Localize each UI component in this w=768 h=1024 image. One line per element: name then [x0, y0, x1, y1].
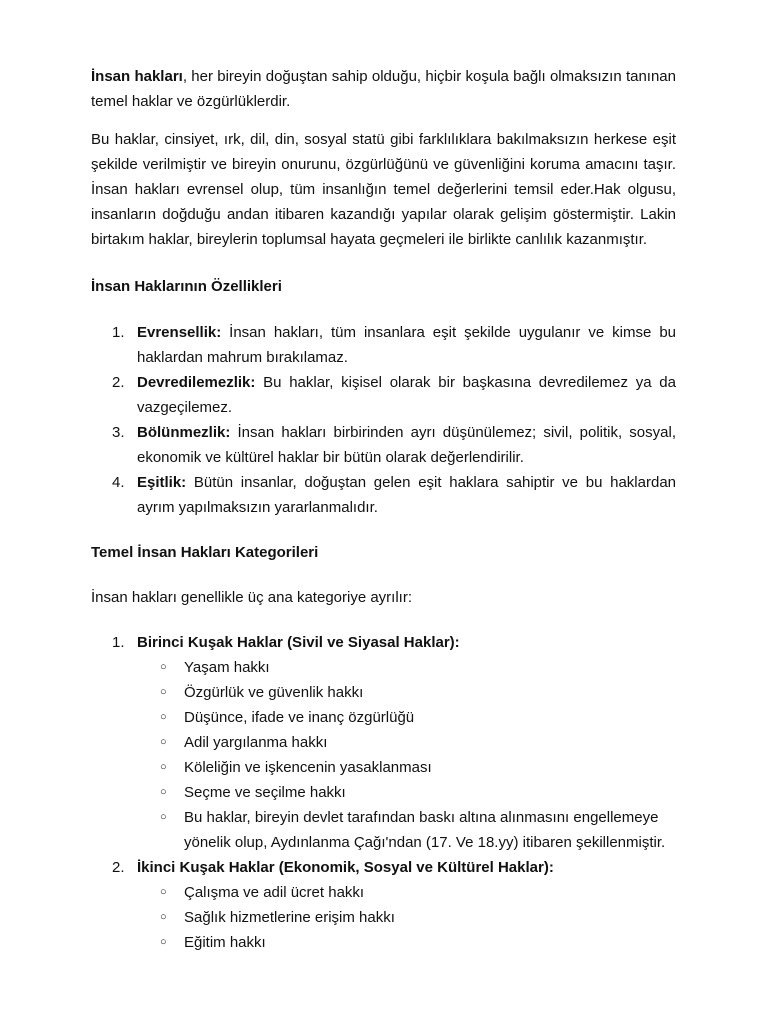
feature-text: Bu haklar, kişisel olarak bir başkasına devredilemez ya da vazgeçilemez.: [137, 374, 676, 416]
right-text: Düşünce, ifade ve inanç özgürlüğü: [184, 709, 415, 726]
list-item: [137, 655, 676, 680]
feature-text: Bütün insanlar, doğuştan gelen eşit haklara sahiptir ve bu haklardan ayrım yapılmaksızın yararlanmalıdır.: [137, 474, 676, 516]
circle-bullet-icon: ○: [160, 786, 167, 798]
feature-title: Evrensellik:: [137, 324, 222, 341]
feature-text: İnsan hakları birbirinden ayrı düşünülemez; sivil, politik, sosyal, ekonomik ve kültürel haklar bir bütün olarak değerlendirilir.: [137, 424, 676, 466]
category-rights-list: [137, 880, 676, 955]
category-number: 1.: [112, 634, 125, 651]
feature-title: Eşitlik:: [137, 474, 187, 491]
list-item: [137, 730, 676, 755]
right-text: Köleliğin ve işkencenin yasaklanması: [184, 759, 432, 776]
right-text: Yaşam hakkı: [184, 659, 270, 676]
categories-heading: Temel İnsan Hakları Kategorileri: [91, 544, 319, 561]
feature-item: [91, 420, 676, 470]
features-list: [91, 320, 676, 520]
feature-item: [91, 320, 676, 370]
intro-paragraph-1: [91, 64, 676, 114]
category-title: İkinci Kuşak Haklar (Ekonomik, Sosyal ve Kültürel Haklar):: [137, 859, 554, 876]
circle-bullet-icon: ○: [160, 736, 167, 748]
right-text: Sağlık hizmetlerine erişim hakkı: [184, 909, 395, 926]
feature-item: [91, 470, 676, 520]
list-item: [137, 805, 676, 855]
list-item: [137, 905, 676, 930]
feature-item: [91, 370, 676, 420]
circle-bullet-icon: ○: [160, 811, 167, 823]
circle-bullet-icon: ○: [160, 661, 167, 673]
list-item: [137, 680, 676, 705]
category-rights-list: [137, 655, 676, 855]
circle-bullet-icon: ○: [160, 761, 167, 773]
list-item: [137, 880, 676, 905]
right-text: Özgürlük ve güvenlik hakkı: [184, 684, 364, 701]
circle-bullet-icon: ○: [160, 711, 167, 723]
right-text: Eğitim hakkı: [184, 934, 266, 951]
category-number: 2.: [112, 859, 125, 876]
feature-title: Bölünmezlik:: [137, 424, 231, 441]
feature-number: 4.: [112, 474, 125, 491]
intro-term: İnsan hakları: [91, 68, 183, 85]
circle-bullet-icon: ○: [160, 686, 167, 698]
list-item: [137, 705, 676, 730]
intro-definition: , her bireyin doğuştan sahip olduğu, hiçbir koşula bağlı olmaksızın tanınan temel haklar ve özgürlüklerdir.: [91, 68, 676, 110]
categories-intro: İnsan hakları genellikle üç ana kategoriye ayrılır:: [91, 589, 413, 606]
features-heading: İnsan Haklarının Özellikleri: [91, 278, 282, 295]
list-item: [137, 930, 676, 955]
category-item: [91, 630, 676, 855]
right-text: Adil yargılanma hakkı: [184, 734, 328, 751]
document-page: [91, 64, 676, 955]
circle-bullet-icon: ○: [160, 911, 167, 923]
feature-number: 3.: [112, 424, 125, 441]
right-text: Bu haklar, bireyin devlet tarafından baskı altına alınmasını engellemeye yönelik olup, Aydınlanma Çağı'ndan (17. Ve 18.yy) itibaren şekillenmiştir.: [184, 809, 666, 851]
intro-paragraph-2: Bu haklar, cinsiyet, ırk, dil, din, sosyal statü gibi farklılıklara bakılmaksızın herkese eşit şekilde verilmiştir ve bireyin onurunu, özgürlüğünü ve güvenliğini koruma amacını taşır. İnsan hakları evrensel olup, tüm insanlığın temel değerlerini temsil eder.Hak olgusu, insanların doğduğu andan itibaren kazandığı yapılar olarak gelişim göstermiştir. Lakin birtakım haklar, bireylerin toplumsal hayata geçmeleri ile birlikte canlılık kazanmıştır.: [91, 131, 676, 248]
circle-bullet-icon: ○: [160, 936, 167, 948]
right-text: Seçme ve seçilme hakkı: [184, 784, 346, 801]
list-item: [137, 755, 676, 780]
right-text: Çalışma ve adil ücret hakkı: [184, 884, 365, 901]
category-title: Birinci Kuşak Haklar (Sivil ve Siyasal Haklar):: [137, 634, 460, 651]
feature-title: Devredilemezlik:: [137, 374, 256, 391]
feature-number: 2.: [112, 374, 125, 391]
feature-number: 1.: [112, 324, 125, 341]
list-item: [137, 780, 676, 805]
categories-list: [91, 630, 676, 955]
category-item: [91, 855, 676, 955]
circle-bullet-icon: ○: [160, 886, 167, 898]
feature-text: İnsan hakları, tüm insanlara eşit şekilde uygulanır ve kimse bu haklardan mahrum bırakılamaz.: [137, 324, 676, 366]
